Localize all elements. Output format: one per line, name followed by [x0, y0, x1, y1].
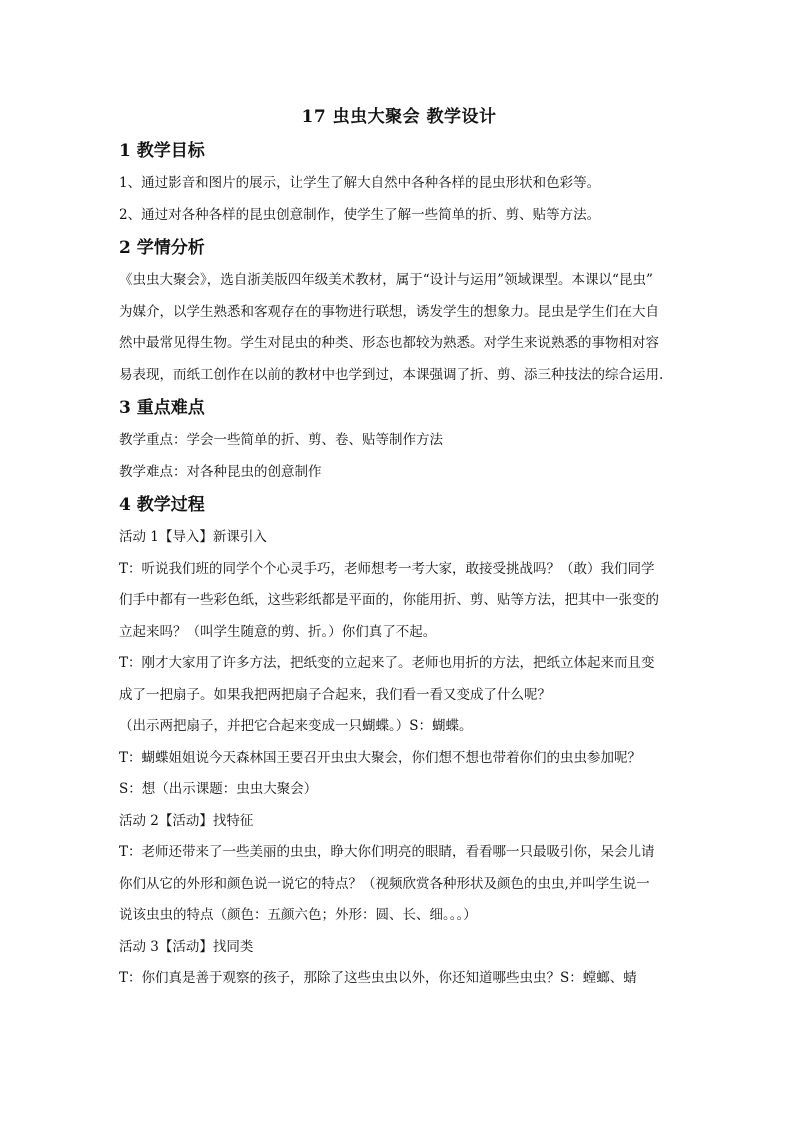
paragraph-line: 易表现，而纸工创作在以前的教材中也学到过，本课强调了折、剪、添三种技法的综合运用. — [119, 366, 664, 383]
paragraph-line: 们手中都有一些彩色纸，这些彩纸都是平面的，你能用折、剪、贴等方法，把其中一张变的 — [119, 592, 659, 608]
paragraph — [119, 743, 679, 775]
paragraph-line: 说该虫虫的特点（颜色：五颜六色；外形：圆、长、细。。。） — [119, 907, 477, 923]
section-3 — [119, 391, 679, 488]
paragraph — [119, 457, 679, 489]
section-heading: 4 教学过程 — [119, 495, 205, 515]
paragraph — [119, 774, 679, 806]
document-page — [119, 100, 679, 995]
paragraph — [119, 425, 679, 457]
paragraph-line: 你们从它的外形和颜色说一说它的特点？（视频欣赏各种形状及颜色的虫虫,并叫学生说一 — [119, 875, 650, 892]
paragraph-line: T：老师还带来了一些美丽的虫虫，睁大你们明亮的眼睛，看看哪一只最吸引你，呆会儿请 — [119, 844, 655, 860]
paragraph-line: 2、通过对各种各样的昆虫创意制作，使学生了解一些简单的折、剪、贴等方法。 — [119, 206, 601, 223]
paragraph-line: （出示两把扇子，并把它合起来变成一只蝴蝶。）S：蝴蝶。 — [119, 718, 473, 734]
document-title: 17 虫虫大聚会 教学设计 — [301, 107, 497, 127]
paragraph-line: S：想（出示课题：虫虫大聚会） — [119, 781, 318, 797]
paragraph-line: 教学难点：对各种昆虫的创意制作 — [119, 463, 322, 480]
section-1 — [119, 134, 679, 231]
section-2 — [119, 231, 679, 391]
paragraph-line: 1、通过影音和图片的展示，让学生了解大自然中各种各样的昆虫形状和色彩等。 — [119, 175, 601, 191]
paragraph-line: T：蝴蝶姐姐说今天森林国王要召开虫虫大聚会，你们想不想也带着你们的虫虫参加呢？ — [119, 749, 642, 766]
paragraph — [119, 648, 679, 711]
section-heading: 3 重点难点 — [119, 398, 205, 418]
paragraph — [119, 963, 679, 995]
paragraph — [119, 806, 679, 838]
paragraph — [119, 200, 679, 232]
paragraph — [119, 265, 679, 391]
paragraph — [119, 168, 679, 200]
paragraph-line: 活动 2【活动】找特征 — [119, 812, 254, 829]
section-4 — [119, 488, 679, 995]
paragraph — [119, 522, 679, 554]
section-heading: 1 教学目标 — [119, 141, 205, 161]
paragraph — [119, 932, 679, 964]
paragraph-line: T：你们真是善于观察的孩子，那除了这些虫虫以外，你还知道哪些虫虫？S：螳螂、蜻 — [119, 970, 637, 986]
paragraph — [119, 711, 679, 743]
paragraph-line: 成了一把扇子。如果我把两把扇子合起来，我们看一看又变成了什么呢？ — [119, 686, 551, 703]
document-body — [119, 134, 679, 995]
paragraph-line: 活动 3【活动】找同类 — [119, 938, 254, 955]
paragraph-line: 教学重点：学会一些简单的折、剪、卷、贴等制作方法 — [119, 432, 443, 448]
paragraph-line: 《虫虫大聚会》，选自浙美版四年级美术教材，属于“设计与运用”领域课型。本课以“昆虫” — [119, 272, 653, 288]
paragraph-line: 为媒介，以学生熟悉和客观存在的事物进行联想，诱发学生的想象力。昆虫是学生们在大自 — [119, 303, 659, 320]
paragraph-line: T：刚才大家用了许多方法，把纸变的立起来了。老师也用折的方法，把纸立体起来而且变 — [119, 655, 655, 671]
paragraph-line: 活动 1【导入】新课引入 — [119, 529, 267, 545]
paragraph — [119, 554, 679, 649]
paragraph-line: 然中最常见得生物。学生对昆虫的种类、形态也都较为熟悉。对学生来说熟悉的事物相对容 — [119, 335, 659, 351]
paragraph-line: 立起来吗？（叫学生随意的剪、折。）你们真了不起。 — [119, 623, 437, 640]
paragraph — [119, 837, 679, 932]
paragraph-line: T：听说我们班的同学个个心灵手巧，老师想考一考大家，敢接受挑战吗？（敢）我们同学 — [119, 560, 655, 577]
section-heading: 2 学情分析 — [119, 238, 205, 258]
